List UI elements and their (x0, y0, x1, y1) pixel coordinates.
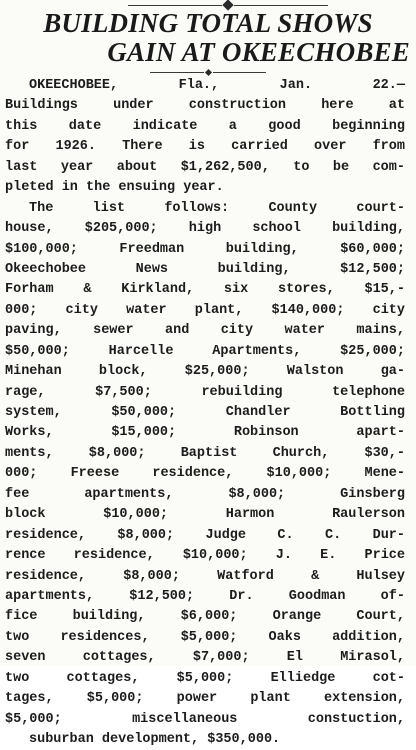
body-line: last year about $1,262,500, to be com- (5, 159, 405, 175)
rule-line-right (234, 5, 328, 6)
body-line: rage, $7,500; rebuilding telephone (5, 384, 405, 400)
divider-dot-icon (204, 68, 211, 75)
body-line: paving, sewer and city water mains, (5, 323, 405, 339)
body-line: suburban development, $350,000. (29, 732, 281, 747)
top-ornament-rule (128, 3, 328, 7)
rule-line-left (128, 5, 222, 6)
body-line: system, $50,000; Chandler Bottling (5, 405, 405, 420)
body-line: Minehan block, $25,000; Walston ga- (5, 364, 405, 380)
headline-divider (150, 70, 266, 74)
body-line: $50,000; Harcelle Apartments, $25,000; (5, 343, 405, 359)
body-line: pleted in the ensuing year. (5, 180, 224, 196)
divider-line-right (213, 72, 267, 73)
body-line: fice building, $6,000; Orange Court, (5, 609, 405, 625)
body-line: OKEECHOBEE, Fla., Jan. 22.— (29, 78, 405, 93)
body-line: tages, $5,000; power plant extension, (5, 691, 405, 707)
body-line: this date indicate a good beginning (5, 118, 405, 134)
body-line: 000; Freese residence, $10,000; Mene- (5, 466, 405, 482)
body-line: Forham & Kirkland, six stores, $15,- (5, 282, 405, 298)
body-line: Works, $15,000; Robinson apart- (5, 425, 405, 441)
body-line: $5,000; miscellaneous constuction, (5, 711, 405, 727)
body-line: Buildings under construction here at (5, 98, 405, 114)
body-line: two residences, $5,000; Oaks addition, (5, 629, 405, 645)
headline-line-1: BUILDING TOTAL SHOWS (43, 8, 373, 38)
body-line: 000; city water plant, $140,000; city (5, 302, 405, 318)
body-line: The list follows: County court- (29, 200, 405, 216)
headline-line-2: GAIN AT OKEECHOBEE (107, 37, 410, 67)
body-line: residence, $8,000; Watford & Hulsey (5, 568, 405, 584)
body-line: house, $205,000; high school building, (5, 221, 405, 237)
body-line: apartments, $12,500; Dr. Goodman of- (5, 588, 405, 604)
article-body (5, 76, 405, 750)
body-line: $100,000; Freedman building, $60,000; (5, 241, 405, 257)
body-line: block $10,000; Harmon Raulerson (5, 507, 405, 523)
body-line: fee apartments, $8,000; Ginsberg (5, 486, 405, 502)
body-line: rence residence, $10,000; J. E. Price (5, 548, 405, 564)
body-line: for 1926. There is carried over from (5, 139, 405, 155)
body-line: ments, $8,000; Baptist Church, $30,- (5, 445, 405, 461)
body-line: residence, $8,000; Judge C. C. Dur- (5, 527, 405, 543)
body-line: Okeechobee News building, $12,500; (5, 261, 405, 277)
body-line: seven cottages, $7,000; El Mirasol, (5, 650, 405, 666)
divider-line-left (150, 72, 204, 73)
body-line: two cottages, $5,000; Elliedge cot- (5, 670, 405, 686)
